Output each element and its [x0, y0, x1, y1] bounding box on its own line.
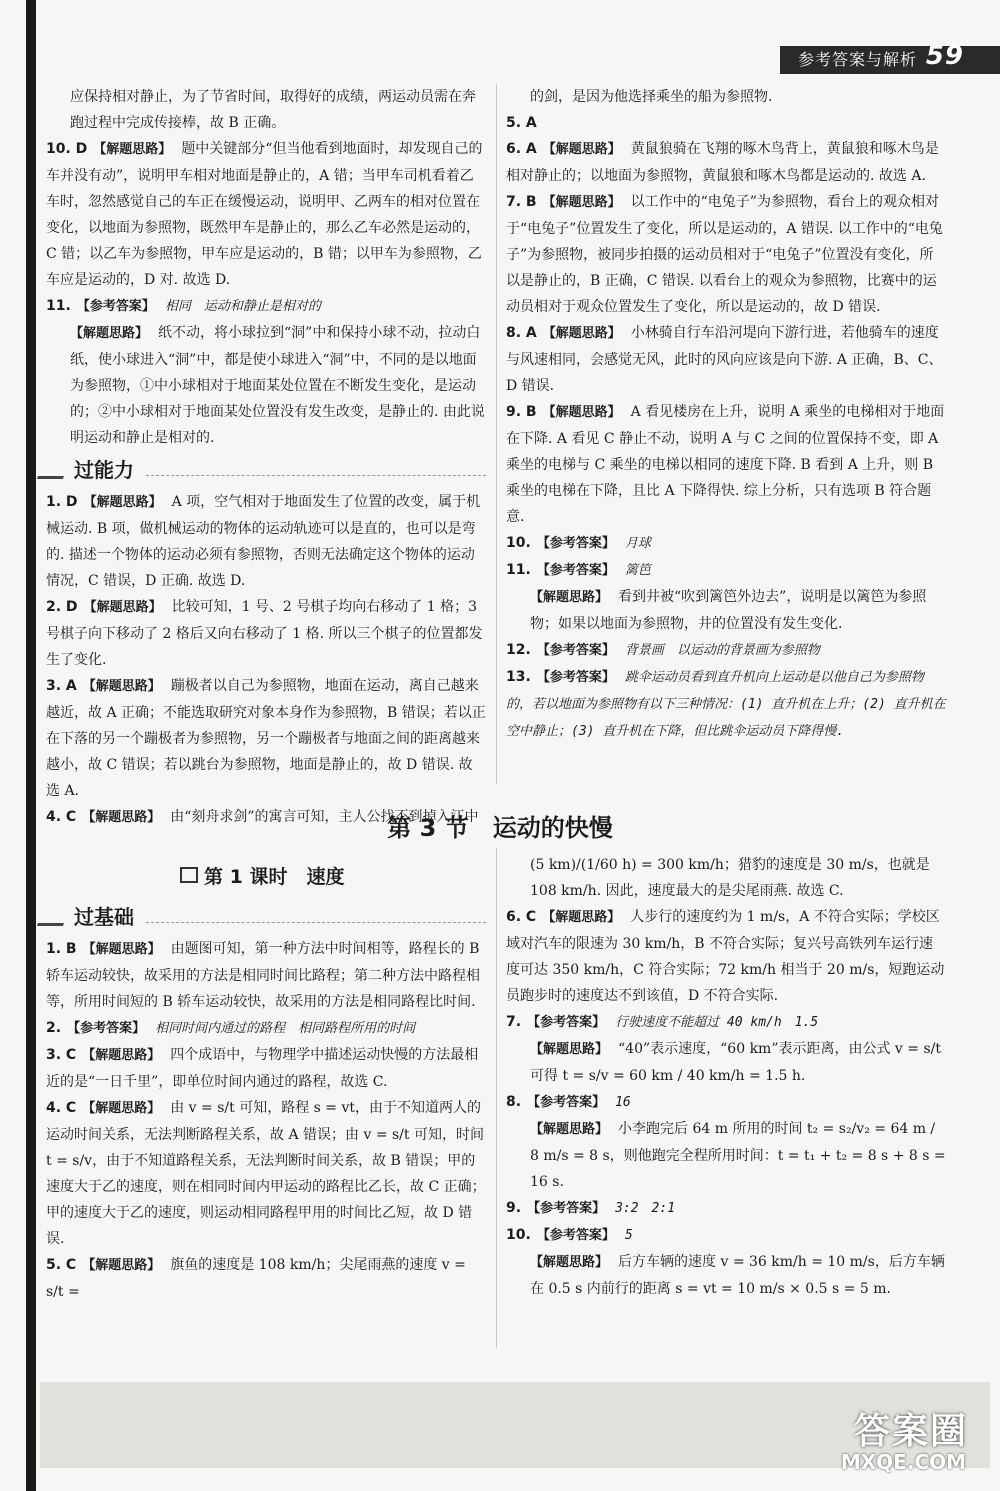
answer-item — [506, 110, 946, 136]
watermark-url: MXQE.COM — [840, 1450, 966, 1474]
question-number: 10. — [506, 535, 531, 551]
explanation-text: 小李跑完后 64 m 所用的时间 t₂ = s₂/v₂ = 64 m / 8 m/s = 8 s，则他跑完全程所用时间：t = t₁ + t₂ = 8 s + 8 s = 16 s. — [530, 1121, 946, 1190]
answer-tag: 【解题思路】 — [82, 1101, 161, 1116]
explanation-text: 比较可知，1 号、2 号棋子均向右移动了 1 格；3 号棋子向下移动了 2 格后又向右移动了 1 格. 所以三个棋子的位置都发生了变化. — [46, 599, 483, 668]
header-title: 参考答案与解析 — [798, 50, 918, 69]
answer-item — [46, 1095, 486, 1252]
answer-tag: 【参考答案】 — [536, 536, 615, 551]
explanation-text: 蹦极者以自己为参照物，地面在运动，离自己越来越近，故 A 正确；不能选取研究对象本身作为参照物，B 错误；若以正在下落的另一个蹦极者为参照物，另一个蹦极者与地面之间的距离越来越小，故 C 错误；若以跳台为参照物，地面是静止的，故 D 错误. 故选 A. — [46, 678, 486, 799]
reference-answer: 相同 运动和静止是相对的 — [164, 299, 321, 314]
answer-item — [506, 1089, 946, 1116]
explanation-text: 题中关键部分“但当他看到地面时，却发现自己的车并没有动”，说明甲车相对地面是静止的，A 错；当甲车司机看着乙车时，忽然感觉自己的车正在缓慢运动，说明甲、乙两车的相对位置在变化，以地面为参照物，既然甲车是静止的，那么乙车必然是运动的，C 错；以乙车为参照物，甲车应是运动的，B 错；以甲车为参照物，乙车应是运动的，D 对. 故选 D. — [46, 141, 483, 288]
answer-tag: 【解题思路】 — [542, 195, 621, 210]
question-number: 6. A — [506, 141, 537, 157]
answer-item — [506, 320, 946, 399]
answer-item — [506, 557, 946, 584]
answer-item — [46, 594, 486, 673]
question-number: 1. D — [46, 494, 78, 510]
explanation-text: 黄鼠狼骑在飞翔的啄木鸟背上，黄鼠狼和啄木鸟是相对静止的；以地面为参照物，黄鼠狼和啄木鸟都是运动的. 故选 A. — [506, 141, 939, 184]
answer-item — [46, 489, 486, 594]
answer-item — [506, 664, 946, 745]
question-number: 10. — [506, 1227, 531, 1243]
answer-tag: 【解题思路】 — [530, 1042, 609, 1057]
explanation-text: 的剑，是因为他选择乘坐的船为参照物. — [530, 89, 773, 105]
answer-tag: 【解题思路】 — [82, 810, 161, 825]
answer-item — [506, 136, 946, 189]
answer-tag: 【解题思路】 — [530, 1255, 609, 1270]
answer-item — [506, 530, 946, 557]
reference-answer: 3:2 2:1 — [615, 1201, 676, 1216]
question-number: 2. D — [46, 599, 78, 615]
lesson-box-icon — [180, 867, 198, 883]
answer-item — [506, 584, 946, 637]
answer-item — [46, 293, 486, 320]
explanation-text: 人步行的速度约为 1 m/s，A 不符合实际；学校区域对汽车的限速为 30 km/h，B 不符合实际；复兴号高铁列车运行速度可达 350 km/h，C 符合实际；72 km/h 相当于 20 m/s，短跑运动员跑步时的速度达不到该值，D 不符合实际. — [506, 909, 945, 1004]
question-number: 4. C — [46, 1100, 77, 1116]
answer-tag: 【参考答案】 — [536, 563, 615, 578]
question-number: 7. B — [506, 194, 537, 210]
answer-item — [46, 1015, 486, 1042]
question-number: 11. — [46, 298, 71, 314]
right-column-top — [506, 84, 946, 745]
page-number: 59 — [925, 41, 964, 71]
question-number: 2. — [46, 1020, 62, 1036]
answer-tag: 【参考答案】 — [536, 670, 615, 685]
explanation-text: 以工作中的“电兔子”为参照物，看台上的观众相对于“电兔子”位置发生了变化，所以是运动的，A 错误. 以工作中的“电兔子”为参照物，被同步拍摄的运动员相对于“电兔子”位置没有变化，所以是静止的，B 正确，C 错误. 以看台上的观众为参照物，比赛中的运动员相对于观众位置发生了变化，所以是运动的，故 D 错误. — [506, 194, 943, 315]
lesson-title: 第 1 课时 速度 — [180, 862, 344, 889]
answer-item — [506, 852, 946, 904]
answer-item — [506, 904, 946, 1009]
question-number: 5. A — [506, 115, 537, 131]
answer-tag: 【参考答案】 — [527, 1095, 606, 1110]
answer-tag: 【解题思路】 — [83, 495, 162, 510]
column-divider-bottom — [496, 848, 497, 1348]
answer-item — [506, 1195, 946, 1222]
explanation-text: “40”表示速度，“60 km”表示距离，由公式 v = s/t 可得 t = s/v = 60 km / 40 km/h = 1.5 h. — [530, 1041, 941, 1084]
answer-item — [506, 1222, 946, 1249]
question-number: 8. — [506, 1094, 522, 1110]
answer-tag: 【解题思路】 — [82, 1258, 161, 1273]
answer-item — [506, 1009, 946, 1036]
explanation-text: 看到井被“吹到篱笆外边去”，说明是以篱笆为参照物；如果以地面为参照物，井的位置没有发生变化. — [530, 589, 927, 632]
heading-deco-icon — [37, 909, 69, 926]
answer-item — [46, 1042, 486, 1095]
answer-item — [46, 936, 486, 1015]
answer-tag: 【解题思路】 — [530, 590, 609, 605]
answer-tag: 【参考答案】 — [536, 643, 615, 658]
answer-tag: 【解题思路】 — [530, 1122, 609, 1137]
question-number: 3. C — [46, 1047, 77, 1063]
answer-item — [506, 399, 946, 530]
reference-answer: 5 — [624, 1228, 633, 1243]
question-number: 8. A — [506, 325, 537, 341]
explanation-text: 应保持相对静止，为了节省时间，取得好的成绩，两运动员需在奔跑过程中完成传接棒，故 B 正确。 — [70, 89, 476, 131]
answer-item — [46, 1252, 486, 1305]
section-heading-basic: 过基础 — [40, 904, 486, 930]
answer-item — [506, 1249, 946, 1302]
question-number: 11. — [506, 562, 531, 578]
answer-item — [506, 84, 946, 110]
answer-tag: 【参考答案】 — [536, 1228, 615, 1243]
explanation-text: 由题图可知，第一种方法中时间相等，路程长的 B 轿车运动较快，故采用的方法是相同时间比路程；第二种方法中路程相等，所用时间短的 B 轿车运动较快，故采用的方法是相同路程比时间. — [46, 941, 480, 1010]
explanation-text: 由 v = s/t 可知，路程 s = vt，由于不知道两人的运动时间关系，无法判断路程关系，故 A 错误；由 v = s/t 可知，时间 t = s/v，由于不知道路程关系，无法判断时间关系，故 B 错误；甲的速度大于乙的速度，则在相同时间内甲运动的路程比乙长，故 C 正确；甲的速度大于乙的速度，则运动相同路程甲用的时间比乙短，故 D 错误. — [46, 1100, 486, 1247]
reference-answer: 月球 — [624, 536, 651, 551]
heading-deco-icon — [37, 462, 69, 479]
column-divider-top — [496, 84, 497, 784]
answer-item — [506, 637, 946, 664]
right-column-bottom — [506, 852, 946, 1302]
explanation-text: 旗鱼的速度是 108 km/h；尖尾雨燕的速度 v = s/t = — [46, 1257, 466, 1300]
question-number: 10. D — [46, 141, 88, 157]
answer-tag: 【解题思路】 — [542, 326, 621, 341]
answer-tag: 【解题思路】 — [82, 942, 161, 957]
answer-item — [506, 1036, 946, 1089]
page-header — [780, 41, 1000, 74]
answer-tag: 【参考答案】 — [527, 1201, 606, 1216]
explanation-text: 纸不动，将小球拉到“洞”中和保持小球不动，拉动白纸，使小球进入“洞”中，都是使小球进入“洞”中，不同的是以地面为参照物，①中小球相对于地面某处位置在不断发生变化，是运动的；②中小球相对于地面某处位置没有发生改变，是静止的. 由此说明运动和静止是相对的. — [70, 325, 485, 446]
answer-tag: 【参考答案】 — [76, 299, 155, 314]
explanation-text: 由“刻舟求剑”的寓言可知，主人公找不到掉入江中 — [170, 809, 479, 825]
answer-tag: 【解题思路】 — [83, 600, 162, 615]
answer-tag: 【解题思路】 — [82, 679, 161, 694]
question-number: 9. B — [506, 404, 537, 420]
explanation-text: A 项，空气相对于地面发生了位置的改变，属于机械运动. B 项，做机械运动的物体的运动轨迹可以是直的，也可以是弯的. 描述一个物体的运动必须有参照物，否则无法确定这个物体的运动情况，C 错误，D 正确. 故选 D. — [46, 494, 481, 589]
question-number: 4. C — [46, 809, 77, 825]
question-number: 9. — [506, 1200, 522, 1216]
answer-tag: 【解题思路】 — [542, 910, 621, 925]
section-heading-ability: 过能力 — [40, 457, 486, 483]
answer-tag: 【参考答案】 — [527, 1015, 606, 1030]
answer-item — [46, 84, 486, 136]
question-number: 1. B — [46, 941, 77, 957]
answer-tag: 【解题思路】 — [542, 405, 621, 420]
answer-item — [46, 320, 486, 451]
reference-answer: 背景画 以运动的背景画为参照物 — [624, 643, 820, 658]
question-number: 13. — [506, 669, 531, 685]
question-number: 7. — [506, 1014, 522, 1030]
explanation-text: A 看见楼房在上升，说明 A 乘坐的电梯相对于地面在下降. A 看见 C 静止不动，说明 A 与 C 之间的位置保持不变，即 A 乘坐的电梯与 C 乘坐的电梯以相同的速度下降. B 看到 A 上升，则 B 乘坐的电梯在下降，且比 A 下降得快. 综上分析，只有选项 B 符合题意. — [506, 404, 945, 525]
explanation-text: 四个成语中，与物理学中描述运动快慢的方法最相近的是“一日千里”，即单位时间内通过的路程，故选 C. — [46, 1047, 479, 1090]
explanation-text: 后方车辆的速度 v = 36 km/h = 10 m/s，后方车辆在 0.5 s 内前行的距离 s = vt = 10 m/s × 0.5 s = 5 m. — [530, 1254, 945, 1297]
footer-band — [40, 1382, 990, 1474]
reference-answer: 相同时间内通过的路程 相同路程所用的时间 — [155, 1021, 416, 1036]
answer-tag: 【解题思路】 — [70, 326, 149, 341]
answer-tag: 【解题思路】 — [542, 142, 621, 157]
answer-item — [506, 189, 946, 320]
reference-answer: 行驶速度不能超过 40 km/h 1.5 — [615, 1015, 819, 1030]
watermark-logo: 答案圈 — [853, 1411, 968, 1452]
question-number: 3. A — [46, 678, 77, 694]
answer-tag: 【解题思路】 — [82, 1048, 161, 1063]
answer-item — [46, 136, 486, 293]
question-number: 12. — [506, 642, 531, 658]
reference-answer: 16 — [615, 1095, 631, 1110]
question-number: 6. C — [506, 909, 537, 925]
section-title: 第 3 节 运动的快慢 — [387, 814, 613, 842]
answer-item — [506, 1116, 946, 1195]
answer-tag: 【参考答案】 — [67, 1021, 146, 1036]
explanation-text: 小林骑自行车沿河堤向下游行进，若他骑车的速度与风速相同，会感觉无风，此时的风向应该是向下游. A 正确，B、C、D 错误. — [506, 325, 943, 394]
reference-answer: 篱笆 — [624, 563, 651, 578]
explanation-text: (5 km)/(1/60 h) = 300 km/h；猎豹的速度是 30 m/s，也就是 108 km/h. 因此，速度最大的是尖尾雨燕. 故选 C. — [530, 857, 930, 899]
answer-item — [46, 673, 486, 804]
reference-answer: 跳伞运动员看到直升机向上运动是以他自己为参照物的，若以地面为参照物有以下三种情况：(1) 直升机在上升；(2) 直升机在空中静止；(3) 直升机在下降，但比跳伞运动员下降得慢. — [506, 670, 946, 739]
question-number: 5. C — [46, 1257, 77, 1273]
binding-spine — [26, 0, 36, 1491]
left-column-bottom — [46, 898, 486, 1305]
left-column-top — [46, 84, 486, 831]
answer-tag: 【解题思路】 — [93, 142, 172, 157]
